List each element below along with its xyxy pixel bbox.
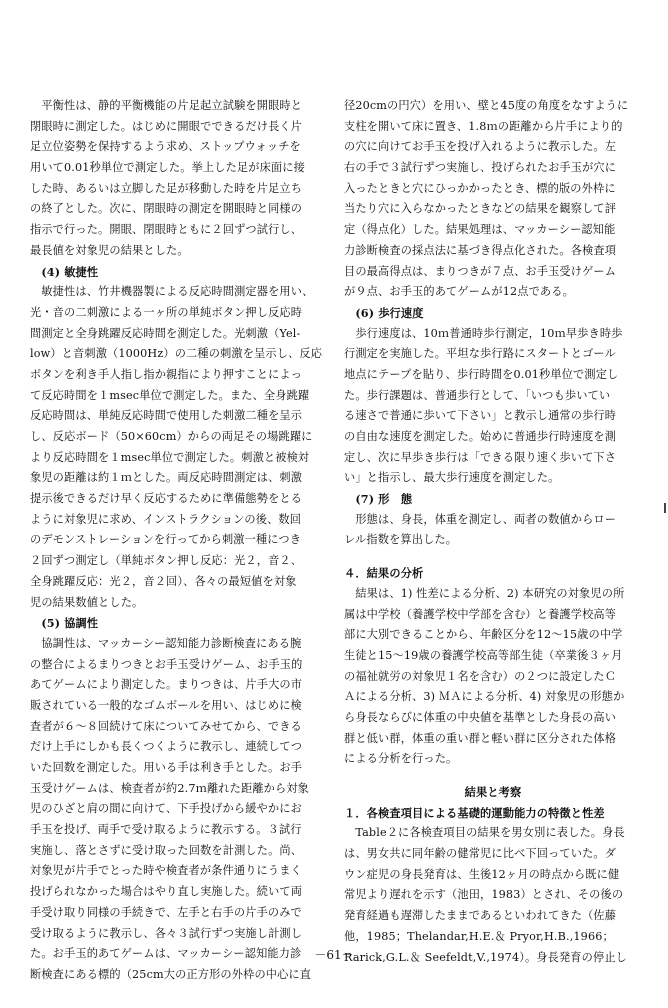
text-line: た。お手玉的あてゲームは、マッカーシー認知能力診 — [30, 947, 302, 961]
text-line: 間測定と全身跳躍反応時間を測定した。光刺激（Yel- — [30, 326, 301, 340]
text-line: 手玉を投げ、両手で受け取るように教示する。３試行 — [30, 823, 302, 837]
text-line: Ａによる分析、3) ＭＡによる分析、4) 対象児の形態か — [344, 690, 625, 704]
text-line: 用いて0.01秒単位で測定した。挙上した足が床面に接 — [30, 161, 305, 175]
text-line: 地点にテープを貼り、歩行時間を0.01秒単位で測定し — [344, 367, 619, 381]
text-line: Rarick,G.L.＆ Seefeldt,V.,1974）。身長発育の停止し — [344, 950, 627, 964]
text-line: の福祉就労の対象児１名を含む）の２つに設定したＣ — [344, 669, 617, 683]
text-line: 部に大別できることから、年齢区分を12～15歳の中学 — [344, 628, 623, 642]
right-column — [344, 96, 642, 968]
text-line: のデモンストレーションを行ってから刺激一種につき — [30, 533, 302, 547]
text-line: ように対象児に求め、インストラクションの後、数回 — [30, 512, 302, 526]
text-line: 径20cmの円穴）を用い、壁と45度の角度をなすように — [344, 99, 629, 112]
text-line: 支柱を開いて床に置き、1.8ｍの距離から片手により的 — [344, 119, 623, 133]
text-line: 児のひざと肩の間に向けて、下手投げから緩やかにお — [30, 802, 302, 816]
text-line: て反応時間を１msec単位で測定した。また、全身跳躍 — [30, 388, 310, 402]
text-line: ら身長ならびに体重の中央値を基準とした身長の高い — [344, 710, 617, 724]
text-line: 投げられなかった場合はやり直し実施した。続いて両 — [30, 885, 303, 899]
text-line: 生徒と15～19歳の養護学校高等部生徒（卒業後３ヶ月 — [344, 648, 623, 662]
text-line: 結果は、1) 性差による分析、2) 本研究の対象児の所 — [344, 586, 625, 600]
text-line: 協調性は、マッカーシー認知能力診断検査にある腕 — [30, 636, 302, 650]
text-line: の穴に向けてお手玉を投げ入れるように教示した。左 — [344, 140, 617, 154]
text-line: 歩行速度は、10ｍ普通時歩行測定，10ｍ早歩き時歩 — [344, 326, 623, 340]
text-line: ウン症児の身長発育は、生後12ヶ月の時点から既に健 — [344, 867, 620, 881]
text-line: 断検査にある標的（25cm大の正方形の外枠の中心に直 — [30, 967, 312, 981]
text-line: 群と低い群，体重の重い群と軽い群に区分された体格 — [344, 731, 617, 745]
text-line: 査者が６～８回続けて床についてみせてから、できる — [30, 719, 302, 733]
text-line: い」と指示し、最大歩行速度を測定した。 — [344, 471, 560, 485]
text-line: 販されている一般的なゴムボールを用い、はじめに検 — [30, 698, 302, 712]
text-line: 定（得点化）した。結果処理は、マッカーシー認知能 — [344, 223, 616, 237]
text-line: 提示後できるだけ早く反応するために準備態勢をとる — [30, 492, 303, 506]
text-line: 最長値を対象児の結果とした。 — [30, 243, 189, 257]
text-line: 玉受けゲームは、検査者が約2.7ｍ離れた距離から対象 — [30, 781, 310, 795]
section-heading: (6) 歩行速度 — [344, 305, 424, 320]
text-line: 形態は、身長，体重を測定し、両者の数値からロー — [344, 512, 617, 526]
text-line: が９点、お手玉的あてゲームが12点である。 — [344, 285, 574, 299]
text-line: 発育経過も遅滞したままであるといわれてきた（佐藤 — [344, 909, 617, 923]
text-line: いた回数を測定した。用いる手は利き手とした。お手 — [30, 761, 303, 774]
section-heading: (5) 協調性 — [30, 616, 99, 631]
text-line: Table２に各検査項目の結果を男女別に表した。身長 — [344, 826, 625, 840]
paragraph-gap — [344, 551, 642, 563]
text-line: 入ったときと穴にひっかかったとき、標的版の外枠に — [344, 181, 616, 195]
section-heading: １．各検査項目による基礎的運動能力の特徴と性差 — [344, 805, 605, 820]
text-line: ボタンを利き手人指し指か親指により押すことによっ — [30, 367, 303, 381]
text-line: 象児の距離は約１ｍとした。両反応時間測定は、刺激 — [30, 471, 303, 485]
text-line: 平衡性は、静的平衡機能の片足起立試験を開眼時と — [30, 99, 303, 112]
text-line: た。歩行課題は、普通歩行として、「いつも歩いてい — [344, 388, 611, 402]
text-line: 常児より遅れを示す（池田，1983）とされ、その後の — [344, 888, 624, 902]
text-line: だけ上手にしかも長くつくように教示し、連続してつ — [30, 740, 303, 754]
text-line: は、男女共に同年齢の健常児に比べ下回っていた。ダ — [344, 847, 617, 861]
text-line: 手受け取り同様の手続きで、左手と右手の片手のみで — [30, 905, 302, 919]
text-line: 属は中学校（養護学校中学部を含む）と養護学校高等 — [344, 607, 617, 621]
left-column — [30, 96, 328, 986]
text-line: 力診断検査の採点法に基づき得点化された。各検査項 — [344, 243, 617, 257]
text-line: の終了とした。次に、閉眼時の測定を開眼時と同様の — [30, 202, 303, 216]
text-line: 受け取るように教示し、各々３試行ずつ実施し計測し — [30, 926, 303, 940]
text-line: による分析を行った。 — [344, 752, 458, 766]
paragraph-gap — [344, 770, 642, 782]
chapter-heading: 結果と考察 — [464, 785, 522, 799]
text-line: 児の結果数値とした。 — [30, 595, 144, 609]
text-line: 反応時間は、単純反応時間で使用した刺激二種を呈示 — [30, 409, 303, 423]
text-line: 右の手で３試行ずつ実施し、投げられたお手玉が穴に — [344, 161, 617, 175]
text-line: 目の最高得点は、まりつきが７点、お手玉受けゲーム — [344, 264, 617, 278]
text-line: 敏捷性は、竹井機器製による反応時間測定器を用い、 — [30, 285, 314, 299]
section-heading: (7) 形 態 — [344, 492, 413, 507]
text-line: 対象児が片手でとった時や検査者が条件通りにうまく — [30, 864, 302, 878]
text-line: 閉眼時に測定した。はじめに開眼でできるだけ長く片 — [30, 119, 303, 133]
text-line: より反応時間を１msec単位で測定した。刺激と被検対 — [30, 450, 310, 464]
text-line: 他，1985；Thelandar,H.E.＆ Pryor,H.B.,1966； — [344, 929, 614, 943]
text-line: る速さで普通に歩いて下さい」と教示し通常の歩行時 — [344, 409, 617, 423]
text-line: し、反応ボード（50×60cm）からの両足その場跳躍に — [30, 430, 313, 443]
text-line: 指示で行った。開眼、閉眼時ともに２回ずつ試行し、 — [30, 223, 303, 237]
section-heading: ４．結果の分析 — [344, 566, 424, 581]
text-line: レル指数を算出した。 — [344, 533, 458, 547]
text-line: の自由な速度を測定した。始めに普通歩行時速度を測 — [344, 430, 617, 443]
page-number: －61－ — [314, 948, 354, 962]
text-line: 行測定を実施した。平坦な歩行路にスタートとゴール — [344, 347, 616, 361]
text-line: 足立位姿勢を保持するよう求め、ストップウォッチを — [30, 140, 301, 154]
text-line: した時、あるいは立脚した足が移動した時を片足立ち — [30, 181, 303, 195]
text-line: あてゲームにより測定した。まりつきは、片手大の市 — [30, 678, 303, 692]
text-line: low）と音刺激（1000Hz）の二種の刺激を呈示し、反応 — [30, 347, 323, 361]
text-line: 光・音の二刺激による一ヶ所の単純ボタン押し反応時 — [30, 305, 303, 319]
edge-mark — [664, 503, 666, 513]
section-heading: (4) 敏捷性 — [30, 264, 99, 279]
text-line: の整合によるまりつきとお手玉受けゲーム、お手玉的 — [30, 657, 303, 671]
text-line: 当たり穴に入らなかったときなどの結果を観察して評 — [344, 202, 617, 216]
text-line: 実施し、落とさずに受け取った回数を計測した。尚、 — [30, 843, 303, 857]
text-line: 全身跳躍反応：光２，音２回）、各々の最短値を対象 — [30, 574, 297, 588]
text-line: ２回ずつ測定し（単純ボタン押し反応：光２，音２、 — [30, 554, 303, 568]
text-line: 定し、次に早歩き歩行は「できる限り速く歩いて下さ — [344, 450, 617, 464]
